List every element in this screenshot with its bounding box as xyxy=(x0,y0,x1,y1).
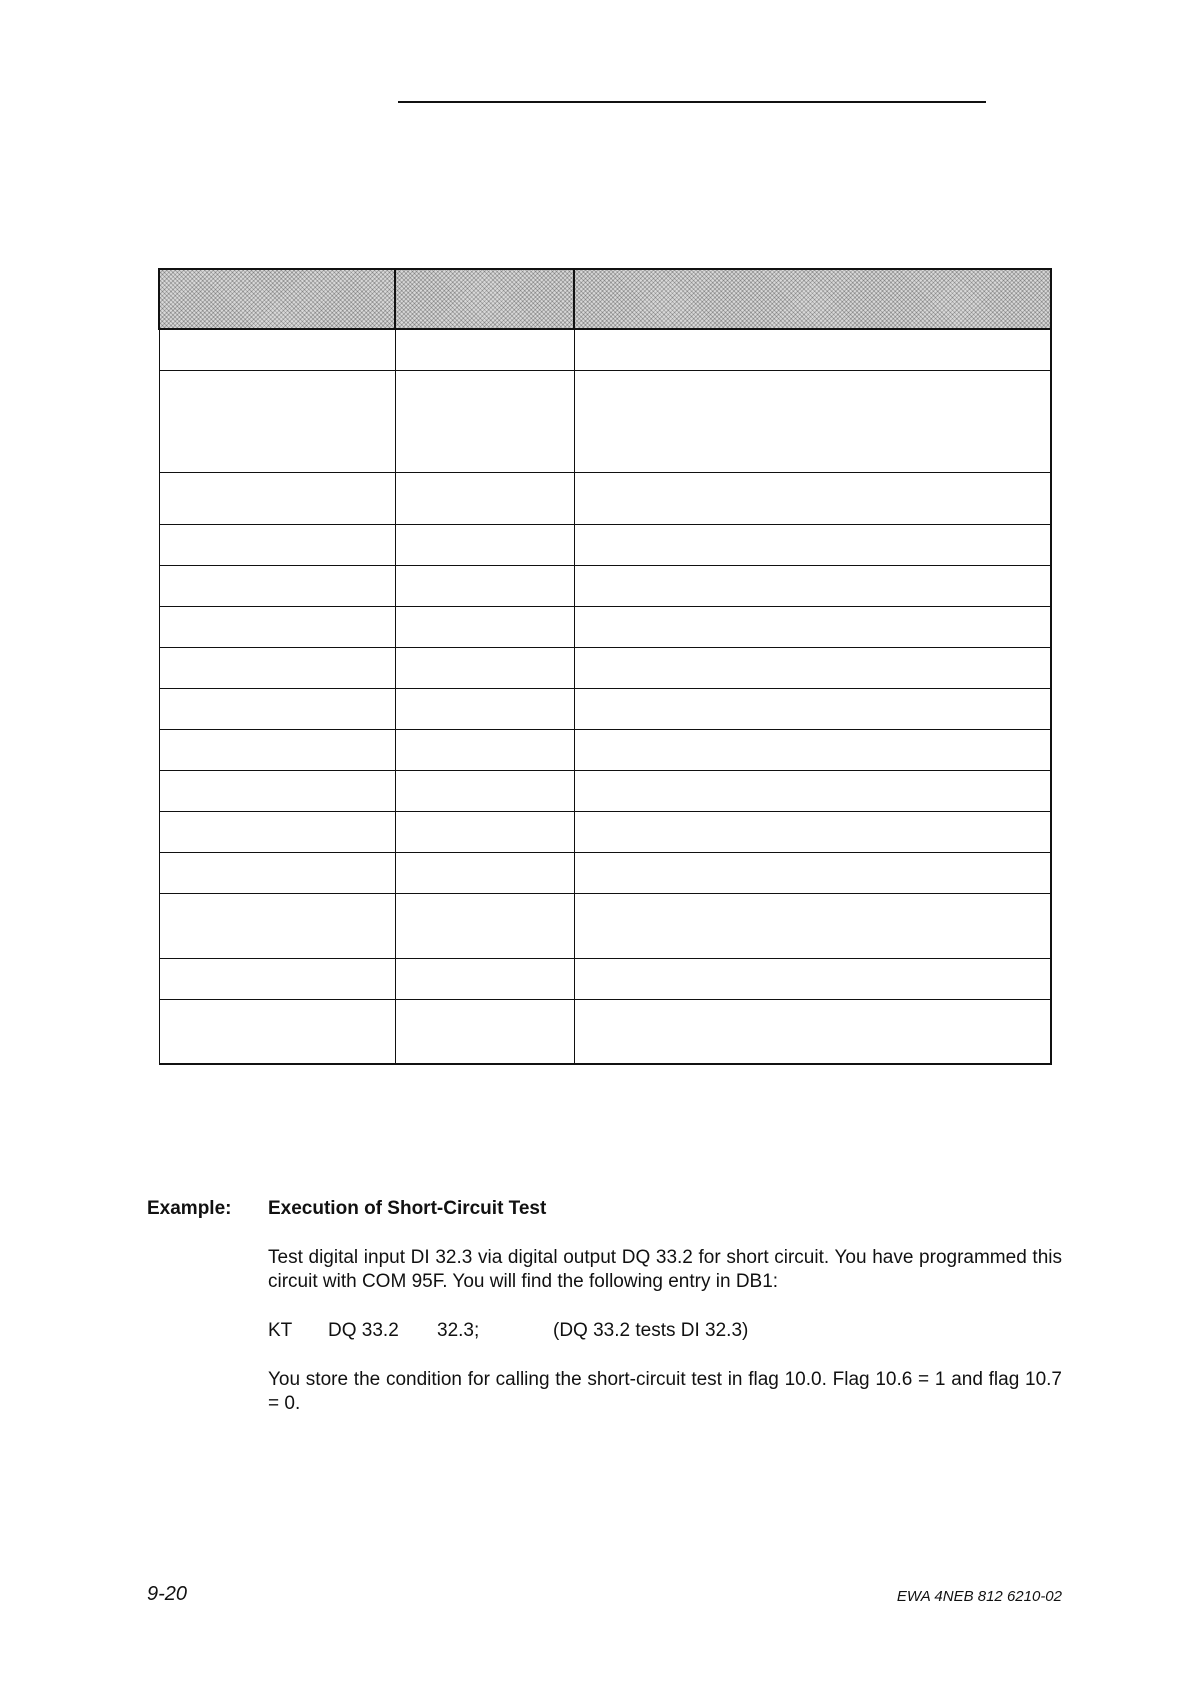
table-cell xyxy=(395,688,574,729)
table-row xyxy=(159,852,1051,893)
table-cell xyxy=(574,565,1051,606)
table-cell xyxy=(395,606,574,647)
table-cell xyxy=(395,811,574,852)
example-paragraph-2: You store the condition for calling the short-circuit test in flag 10.0. Flag 10.6 = 1 and flag 10.7 = 0. xyxy=(268,1369,1062,1414)
db-entry-dq: DQ 33.2 xyxy=(328,1320,399,1341)
db-entry-kt: KT xyxy=(268,1320,293,1341)
table-cell xyxy=(574,852,1051,893)
table-cell xyxy=(159,606,395,647)
table-cell xyxy=(574,606,1051,647)
table-cell xyxy=(159,524,395,565)
table-cell xyxy=(395,893,574,958)
header-rule xyxy=(398,101,986,103)
table-cell xyxy=(574,811,1051,852)
table-cell xyxy=(574,999,1051,1064)
table-cell xyxy=(574,524,1051,565)
db-entry-note: (DQ 33.2 tests DI 32.3) xyxy=(553,1320,749,1341)
table-cell xyxy=(574,729,1051,770)
table-cell xyxy=(159,688,395,729)
table-cell xyxy=(574,329,1051,370)
table-cell xyxy=(159,811,395,852)
table-row xyxy=(159,811,1051,852)
table-header-cell xyxy=(574,269,1051,329)
table-cell xyxy=(159,999,395,1064)
footer-doc-number: EWA 4NEB 812 6210-02 xyxy=(896,1588,1062,1605)
example-title: Execution of Short-Circuit Test xyxy=(268,1198,547,1219)
table-cell xyxy=(395,565,574,606)
table-cell xyxy=(395,729,574,770)
table-cell xyxy=(395,647,574,688)
table-cell xyxy=(574,958,1051,999)
table-cell xyxy=(395,958,574,999)
table-row xyxy=(159,770,1051,811)
table-cell xyxy=(159,370,395,472)
db-entry-di: 32.3; xyxy=(437,1320,480,1341)
table-header-cell xyxy=(159,269,395,329)
table-cell xyxy=(159,729,395,770)
table-cell xyxy=(395,329,574,370)
example-paragraph-1: Test digital input DI 32.3 via digital output DQ 33.2 for short circuit. You have programmed this circuit with COM 95F. You will find the following entry in DB1: xyxy=(268,1247,1062,1292)
table-cell xyxy=(159,472,395,524)
table-cell xyxy=(395,770,574,811)
parameter-table xyxy=(158,268,1052,1065)
table-row xyxy=(159,472,1051,524)
table-cell xyxy=(395,999,574,1064)
table-cell xyxy=(395,852,574,893)
table-cell xyxy=(574,370,1051,472)
table-row xyxy=(159,958,1051,999)
table-cell xyxy=(159,893,395,958)
table-cell xyxy=(574,647,1051,688)
table-row xyxy=(159,370,1051,472)
table-row xyxy=(159,524,1051,565)
table-cell xyxy=(574,472,1051,524)
table-header-cell xyxy=(395,269,574,329)
table-cell xyxy=(395,524,574,565)
table-row xyxy=(159,688,1051,729)
table-cell xyxy=(159,565,395,606)
table-header-row xyxy=(159,269,1051,329)
table-row xyxy=(159,565,1051,606)
table-cell xyxy=(159,770,395,811)
table-row xyxy=(159,729,1051,770)
table-cell xyxy=(159,647,395,688)
table-row xyxy=(159,647,1051,688)
table-cell xyxy=(159,852,395,893)
example-label: Example: xyxy=(147,1198,232,1219)
table-cell xyxy=(574,893,1051,958)
table-cell xyxy=(159,329,395,370)
table-cell xyxy=(395,472,574,524)
table-row xyxy=(159,606,1051,647)
table-row xyxy=(159,999,1051,1064)
table-row xyxy=(159,893,1051,958)
table-cell xyxy=(159,958,395,999)
table-cell xyxy=(574,770,1051,811)
table-cell xyxy=(574,688,1051,729)
table-row xyxy=(159,329,1051,370)
footer-page-number: 9-20 xyxy=(147,1583,188,1605)
table-cell xyxy=(395,370,574,472)
